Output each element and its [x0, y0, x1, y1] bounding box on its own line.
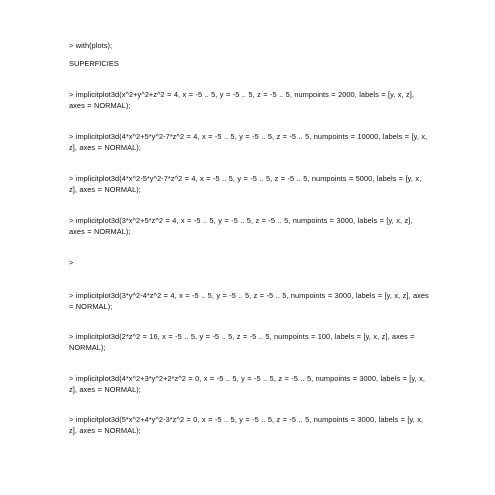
with-plots-command: > with(plots);	[69, 41, 113, 50]
command-hyperboloid-two-sheets: > implicitplot3d(4*x^2-5*y^2-7*z^2 = 4, x = -5 .. 5, y = -5 .. 5, z = -5 .. 5, numpoints = 5000, labels = [y, x, z], axes = NORMAL);	[69, 174, 422, 194]
section-heading: SUPERFICIES	[69, 59, 119, 68]
command-cone: > implicitplot3d(5*x^2+4*y^2-3*z^2 = 0, x = -5 .. 5, y = -5 .. 5, z = -5 .. 5, numpoints = 3000, labels = [y, x, z], axes = NORMAL);	[69, 415, 424, 435]
empty-prompt: >	[69, 258, 74, 267]
command-planes: > implicitplot3d(2*z^2 = 16, x = -5 .. 5, y = -5 .. 5, z = -5 .. 5, numpoints = 100, labels = [y, x, z], axes = NORMAL);	[69, 332, 415, 352]
command-hyperboloid-one-sheet: > implicitplot3d(4*x^2+5*y^2-7*z^2 = 4, x = -5 .. 5, y = -5 .. 5, z = -5 .. 5, numpoints = 10000, labels = [y, x, z], axes = NORMAL);	[69, 132, 428, 152]
command-sphere: > implicitplot3d(x^2+y^2+z^2 = 4, x = -5 .. 5, y = -5 .. 5, z = -5 .. 5, numpoints = 2000, labels = [y, x, z], axes = NORMAL);	[69, 90, 415, 110]
command-hyperbolic-cylinder: > implicitplot3d(3*y^2-4*z^2 = 4, x = -5 .. 5, y = -5 .. 5, z = -5 .. 5, numpoints = 3000, labels = [y, x, z], axes = NORMAL);	[69, 291, 429, 311]
command-point: > implicitplot3d(4*x^2+3*y^2+2*z^2 = 0, x = -5 .. 5, y = -5 .. 5, z = -5 .. 5, numpoints = 3000, labels = [y, x, z], axes = NORMAL);	[69, 374, 425, 394]
command-elliptic-cylinder: > implicitplot3d(3*x^2+5*z^2 = 4, x = -5 .. 5, y = -5 .. 5, z = -5 .. 5, numpoints = 3000, labels = [y, x, z], axes = NORMAL);	[69, 216, 413, 236]
